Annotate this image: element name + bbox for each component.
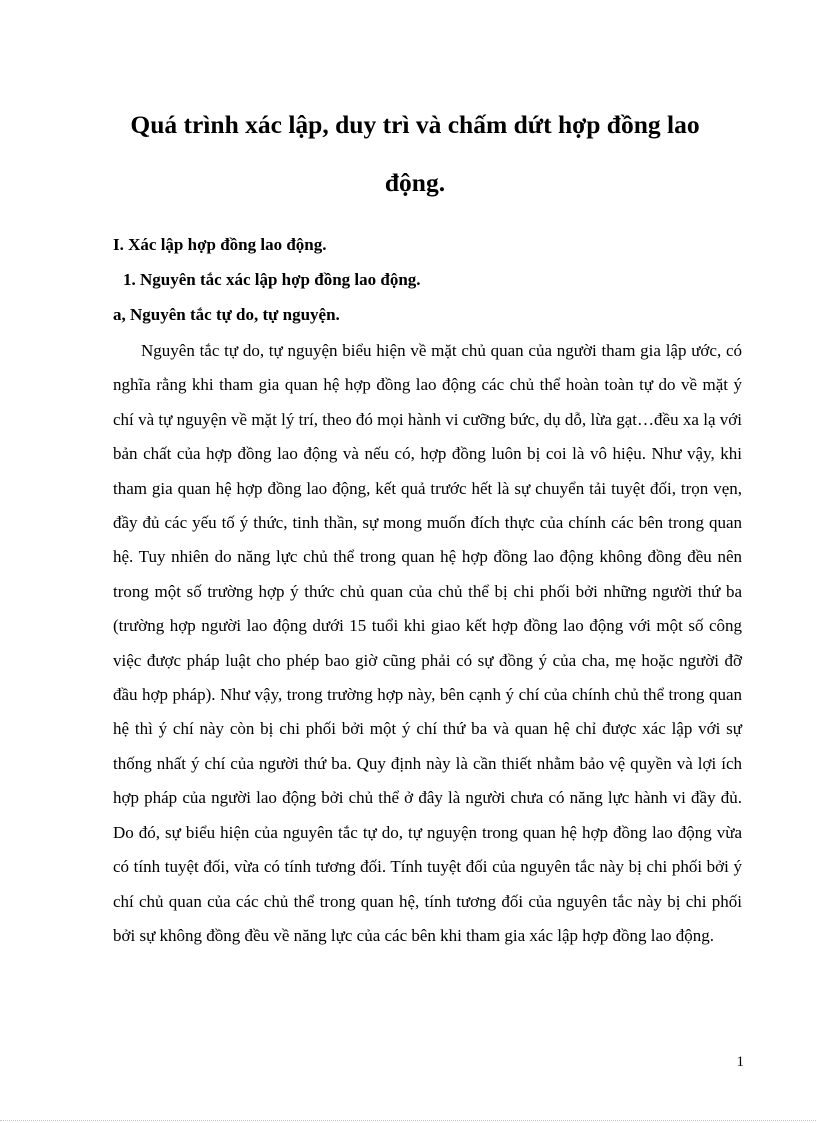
item-heading: a, Nguyên tắc tự do, tự nguyện. bbox=[113, 305, 340, 324]
page-number: 1 bbox=[736, 1054, 744, 1070]
page-divider bbox=[0, 1120, 816, 1121]
body-paragraph: Nguyên tắc tự do, tự nguyện biểu hiện về mặt chủ quan của người tham gia lập ước, có nghĩa rằng khi tham gia quan hệ hợp đồng lao động các chủ thể hoàn toàn tự do về mặt ý chí và tự nguyện về mặt lý trí, theo đó mọi hành vi cưỡng bức, dụ dỗ, lừa gạt…đều xa lạ với bản chất của hợp đồng lao động và nếu có, hợp đồng luôn bị coi là vô hiệu. Như vậy, khi tham gia quan hệ hợp đồng lao động, kết quả trước hết là sự chuyển tải tuyệt đối, trọn vẹn, đầy đủ các yếu tố ý thức, tinh thần, sự mong muốn đích thực của chính các bên trong quan hệ. Tuy nhiên do năng lực chủ thể trong quan hệ hợp đồng lao động không đồng đều nên trong một số trường hợp ý thức chủ quan của chủ thể bị chi phối bởi những người thứ ba (trường hợp người lao động dưới 15 tuổi khi giao kết hợp đồng lao động với một số công việc được pháp luật cho phép bao giờ cũng phải có sự đồng ý của cha, mẹ hoặc người đỡ đầu hợp pháp). Như vậy, trong trường hợp này, bên cạnh ý chí của chính chủ thể trong quan hệ thì ý chí này còn bị chi phối bởi một ý chí thứ ba và quan hệ chỉ được xác lập với sự thống nhất ý chí của người thứ ba. Quy định này là cần thiết nhằm bảo vệ quyền và lợi ích hợp pháp của người lao động bởi chủ thể ở đây là người chưa có năng lực hành vi đầy đủ. Do đó, sự biểu hiện của nguyên tắc tự do, tự nguyện trong quan hệ hợp đồng lao động vừa có tính tuyệt đối, vừa có tính tương đối. Tính tuyệt đối của nguyên tắc này bị chi phối bởi ý chí chủ quan của các chủ thể trong quan hệ, tính tương đối của nguyên tắc này bị chi phối bởi sự không đồng đều về năng lực của các bên khi tham gia xác lập hợp đồng lao động. bbox=[113, 341, 742, 945]
subsection-heading: 1. Nguyên tắc xác lập hợp đồng lao động. bbox=[123, 270, 421, 289]
document-title: Quá trình xác lập, duy trì và chấm dứt hợp đồng lao động. bbox=[130, 110, 700, 197]
section-heading: I. Xác lập hợp đồng lao động. bbox=[113, 235, 327, 254]
